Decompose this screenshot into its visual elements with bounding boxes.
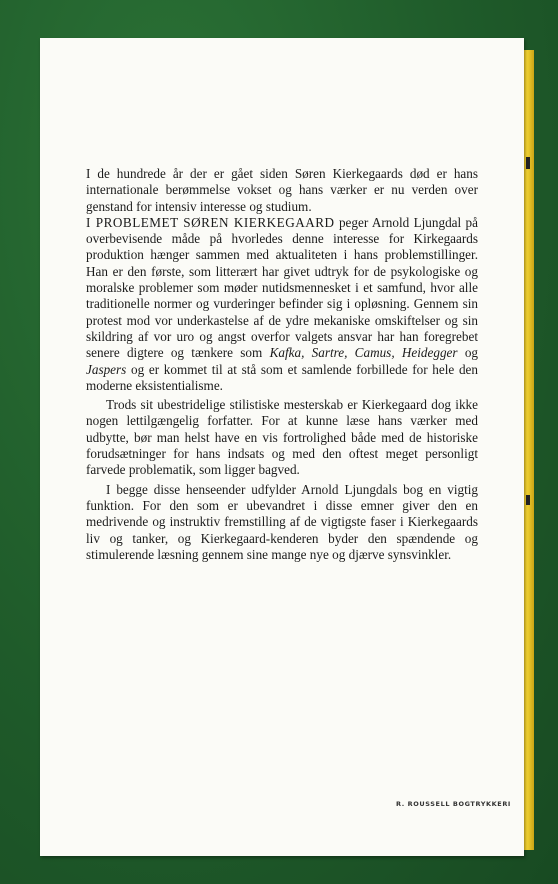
paragraph-2 [86,215,478,394]
paragraph-1: I de hundrede år der er gået siden Søren Kierkegaards død er hans internationale berømmelse vokset og hans værker er nu verden over genstand for intensiv interesse og studium. [86,166,478,214]
paragraph-2-conj: og [457,345,479,361]
book-title: I PROBLEMET SØREN KIERKEGAARD [86,214,335,230]
printer-imprint: R. ROUSSELL BOGTRYKKERI [396,800,511,808]
back-cover [40,38,524,856]
blurb-text [86,166,478,563]
author-names: Kafka, Sartre, Camus, Heidegger [269,345,458,361]
paragraph-3: Trods sit ubestridelige stilistiske mesterskab er Kierkegaard dog ikke nogen lettilgængelig forfatter. For at kunne læse hans værker med udbytte, bør man helst have en vis fortrolighed både med de historiske forudsætninger for hans indsats og med den oftest meget personligt farvede problematik, som ligger bagved. [86,397,478,478]
paragraph-2-text: peger Arnold Ljungdal på overbevisende måde på hvorledes denne interesse for Kirkegaards produktion hænger sammen med aktualiteten i hans problemstillinger. Han er den første, som litterært har givet udtryk for de psykologiske og moralske problemer som møder nutidsmennesket i et samfund, hvor alle traditionelle normer og vurderinger befinder sig i opløsning. Gennem sin protest mod vor underkastelse af de ydre mekaniske omskiftelser og sin skildring af vor uro og angst overfor valgets ansvar har han foregrebet senere digtere og tænkere som [86,214,478,361]
spine-mark [526,157,530,169]
paragraph-4: I begge disse henseender udfylder Arnold Ljungdals bog en vigtig funktion. For den som er ubevandret i disse emner giver den en medrivende og instruktiv fremstilling af de vigtigste faser i Kierkegaards liv og tanker, og Kierkegaard-kenderen byder den spændende og stimulerende læsning gennem sine mange nye og djærve synsvinkler. [86,481,478,562]
author-name-jaspers: Jaspers [86,361,127,377]
paragraph-2-end: og er kommet til at stå som et samlende forbillede for hele den moderne eksistentialisme. [86,361,478,393]
spine-mark [526,495,530,505]
